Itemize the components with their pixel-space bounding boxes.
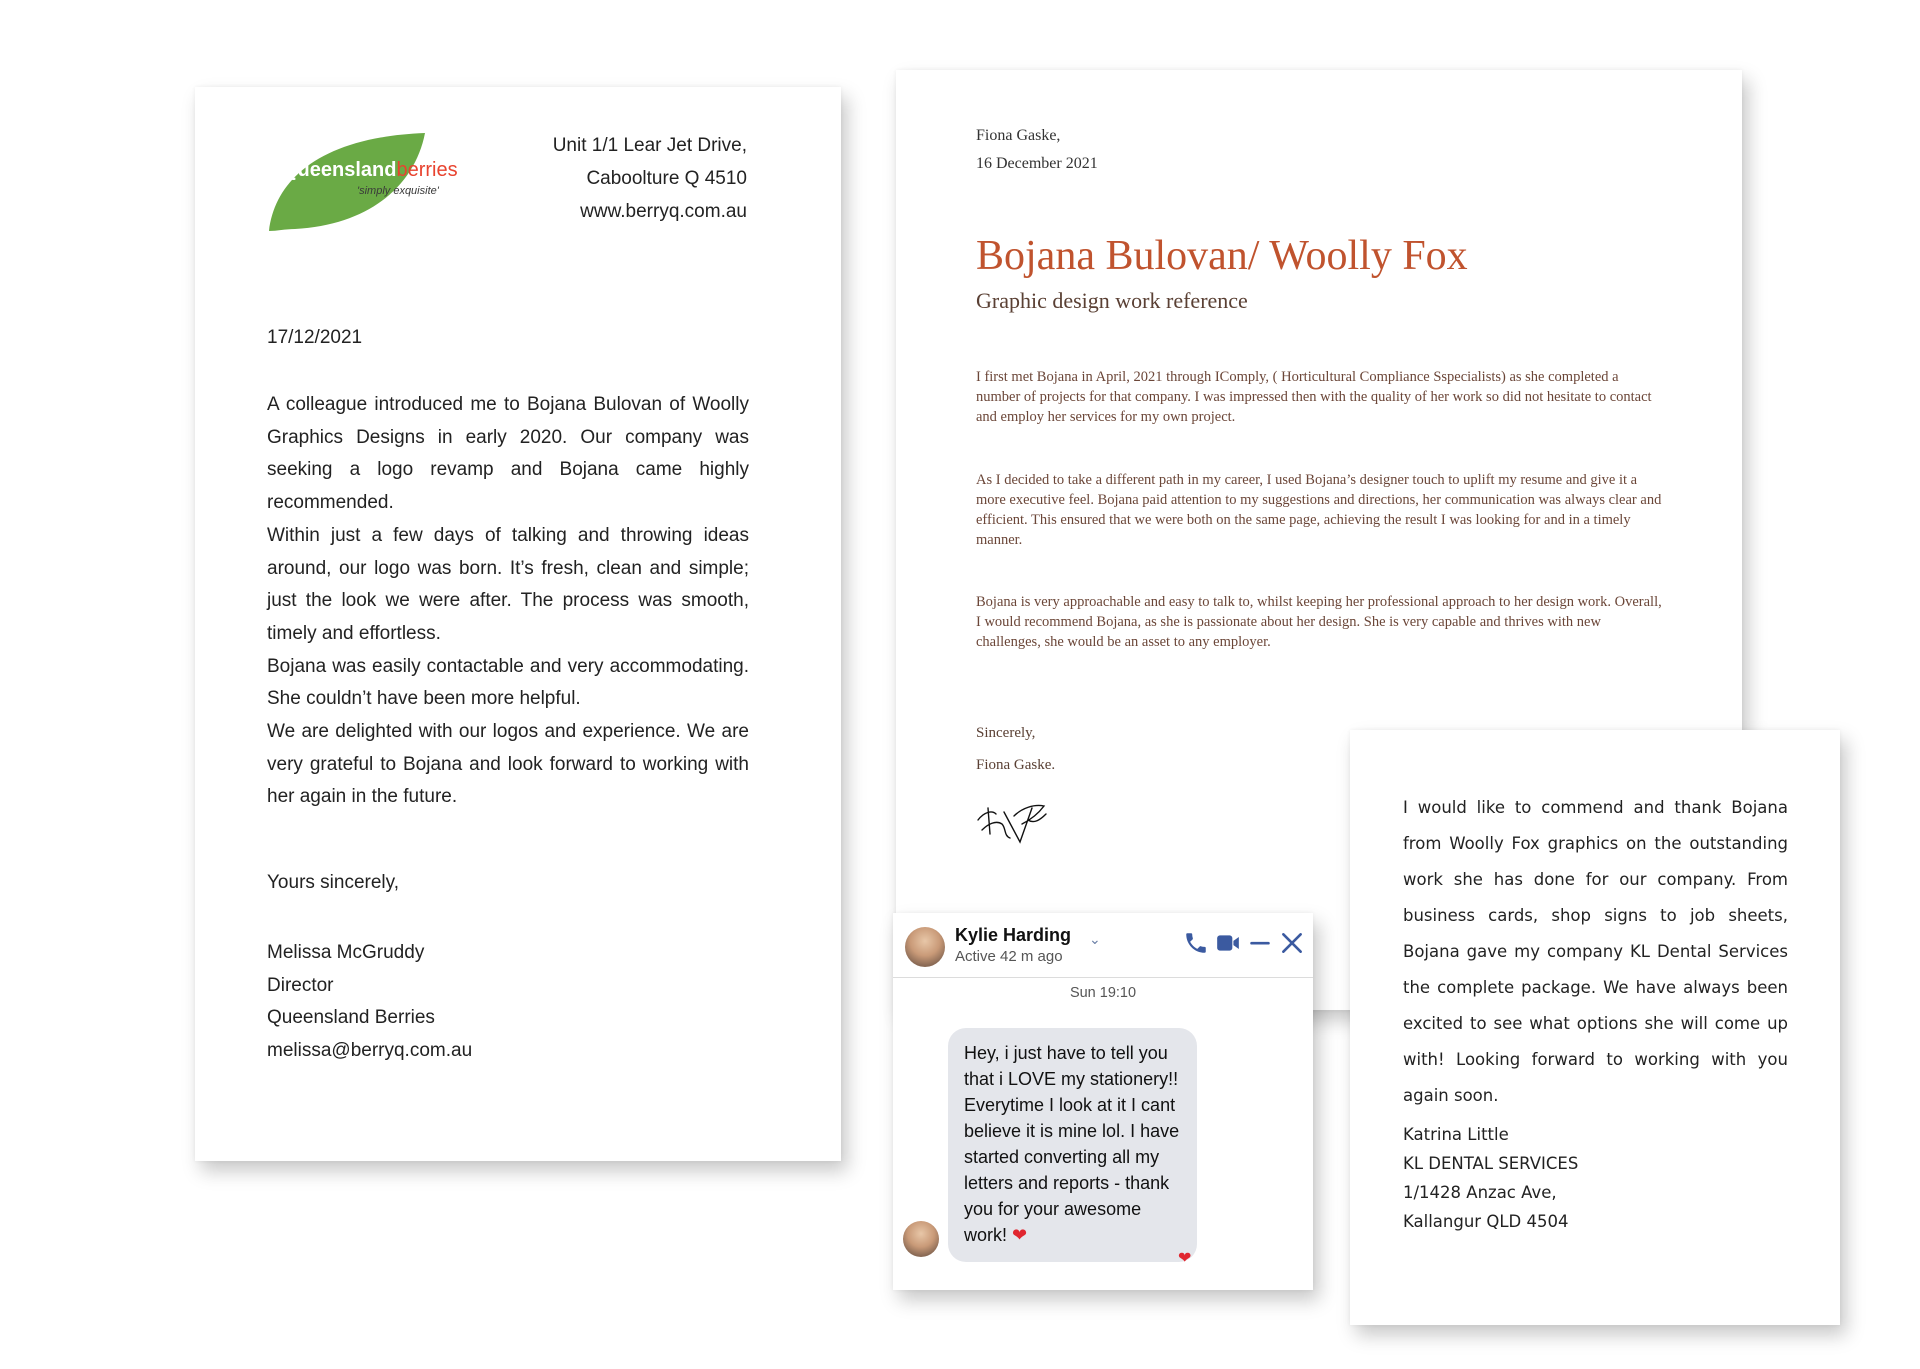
letter-date: 17/12/2021 (267, 327, 363, 348)
chat-header[interactable] (893, 913, 1313, 978)
chevron-down-icon[interactable]: ⌄ (1089, 931, 1101, 947)
paragraph: We are delighted with our logos and experience. We are very grateful to Bojana and look forward to working with her again in the future. (267, 721, 749, 808)
kl-dental-letter (1350, 730, 1840, 1325)
message-text: Hey, i just have to tell you that i LOVE my stationery!! Everytime I look at it I cant believe it is mine lol. I have started converting all my letters and reports - thank you for your awesome work! (964, 1043, 1180, 1245)
address-line: 1/1428 Anzac Ave, (1403, 1183, 1557, 1202)
heart-emoji: ❤ (1012, 1225, 1028, 1245)
address-line: Unit 1/1 Lear Jet Drive, (552, 135, 747, 156)
avatar[interactable] (905, 927, 945, 967)
letter-subtitle: Graphic design work reference (976, 288, 1248, 313)
address-line: Caboolture Q 4510 (586, 168, 747, 189)
paragraph: Bojana was easily contactable and very accommodating. She couldn’t have been more helpful. (267, 655, 749, 710)
sender-avatar (903, 1221, 939, 1257)
paragraph: A colleague introduced me to Bojana Bulovan of Woolly Graphics Designs in early 2020. Our company was seeking a logo revamp and Bojana came highly recommended. (267, 394, 749, 514)
paragraph: As I decided to take a different path in my career, I used Bojana’s designer touch to uplift my resume and give it a more executive feel. Bojana paid attention to my suggestions and directions, her communication was always clear and efficient. This ensured that we were both on the same page, achieving the result I was looking for and in a timely manner. (976, 472, 1662, 548)
closing: Yours sincerely, (267, 872, 400, 893)
paragraph: I first met Bojana in April, 2021 through IComply, ( Horticultural Compliance Sspecialists) as she completed a number of projects for that company. I was impressed then with the quality of her work so did not hesitate to contact and employ her services for my own project. (976, 369, 1652, 425)
message-timestamp: Sun 19:10 (1069, 985, 1137, 1001)
signer-company: Queensland Berries (267, 1007, 435, 1029)
phone-icon[interactable] (1183, 930, 1209, 956)
address-line: Kallangur QLD 4504 (1403, 1212, 1569, 1231)
letter-body (267, 389, 749, 814)
signer-company: KL DENTAL SERVICES (1403, 1154, 1579, 1173)
paragraph: Bojana is very approachable and easy to talk to, whilst keeping her professional approach to her design work. Overall, I would recommend Bojana, as she is passionate about her design. She is very capable and thrives with new challenges, she would be an asset to any employer. (976, 594, 1662, 650)
signer-name: Fiona Gaske. (976, 757, 1056, 773)
website: www.berryq.com.au (580, 201, 747, 222)
sender-name: Fiona Gaske, (976, 127, 1061, 144)
active-status: Active 42 m ago (955, 948, 1063, 965)
signer-email: melissa@berryq.com.au (267, 1040, 473, 1062)
signer-name: Katrina Little (1403, 1125, 1509, 1144)
logo-tagline: 'simply exquisite' (357, 185, 439, 197)
minimize-icon[interactable] (1247, 930, 1273, 956)
contact-name[interactable]: Kylie Harding (955, 925, 1072, 945)
chat-window (893, 913, 1313, 1290)
close-icon[interactable] (1279, 930, 1305, 956)
sender-block (976, 122, 1098, 178)
company-address (553, 129, 747, 228)
letter-date: 16 December 2021 (976, 155, 1098, 172)
paragraph: Within just a few days of talking and throwing ideas around, our logo was born. It’s fresh, clean and simple; just the look we were after. The process was smooth, timely and effortless. (267, 524, 749, 644)
queensland-berries-letter (195, 87, 841, 1161)
closing: Sincerely, (976, 725, 1036, 741)
letter-body: I would like to commend and thank Bojana from Woolly Fox graphics on the outstanding work she has done for our company. From business cards, shop signs to job sheets, Bojana gave my company KL Dental Services the complete package. We have always been excited to see what options she will come up with! Looking forward to working with you again soon. (1403, 798, 1788, 1105)
message-bubble[interactable] (948, 1028, 1197, 1262)
signature-block (1403, 1120, 1578, 1236)
logo-wordmark: Queenslandberries (282, 159, 458, 181)
signer-name: Melissa McGruddy (267, 942, 425, 963)
video-icon[interactable] (1215, 930, 1241, 956)
handwritten-signature-icon (974, 790, 1054, 846)
signature-block (267, 937, 472, 1068)
signer-title: Director (267, 974, 334, 996)
letter-title: Bojana Bulovan/ Woolly Fox (976, 233, 1468, 279)
heart-reaction-icon[interactable]: ❤ (1178, 1250, 1192, 1267)
